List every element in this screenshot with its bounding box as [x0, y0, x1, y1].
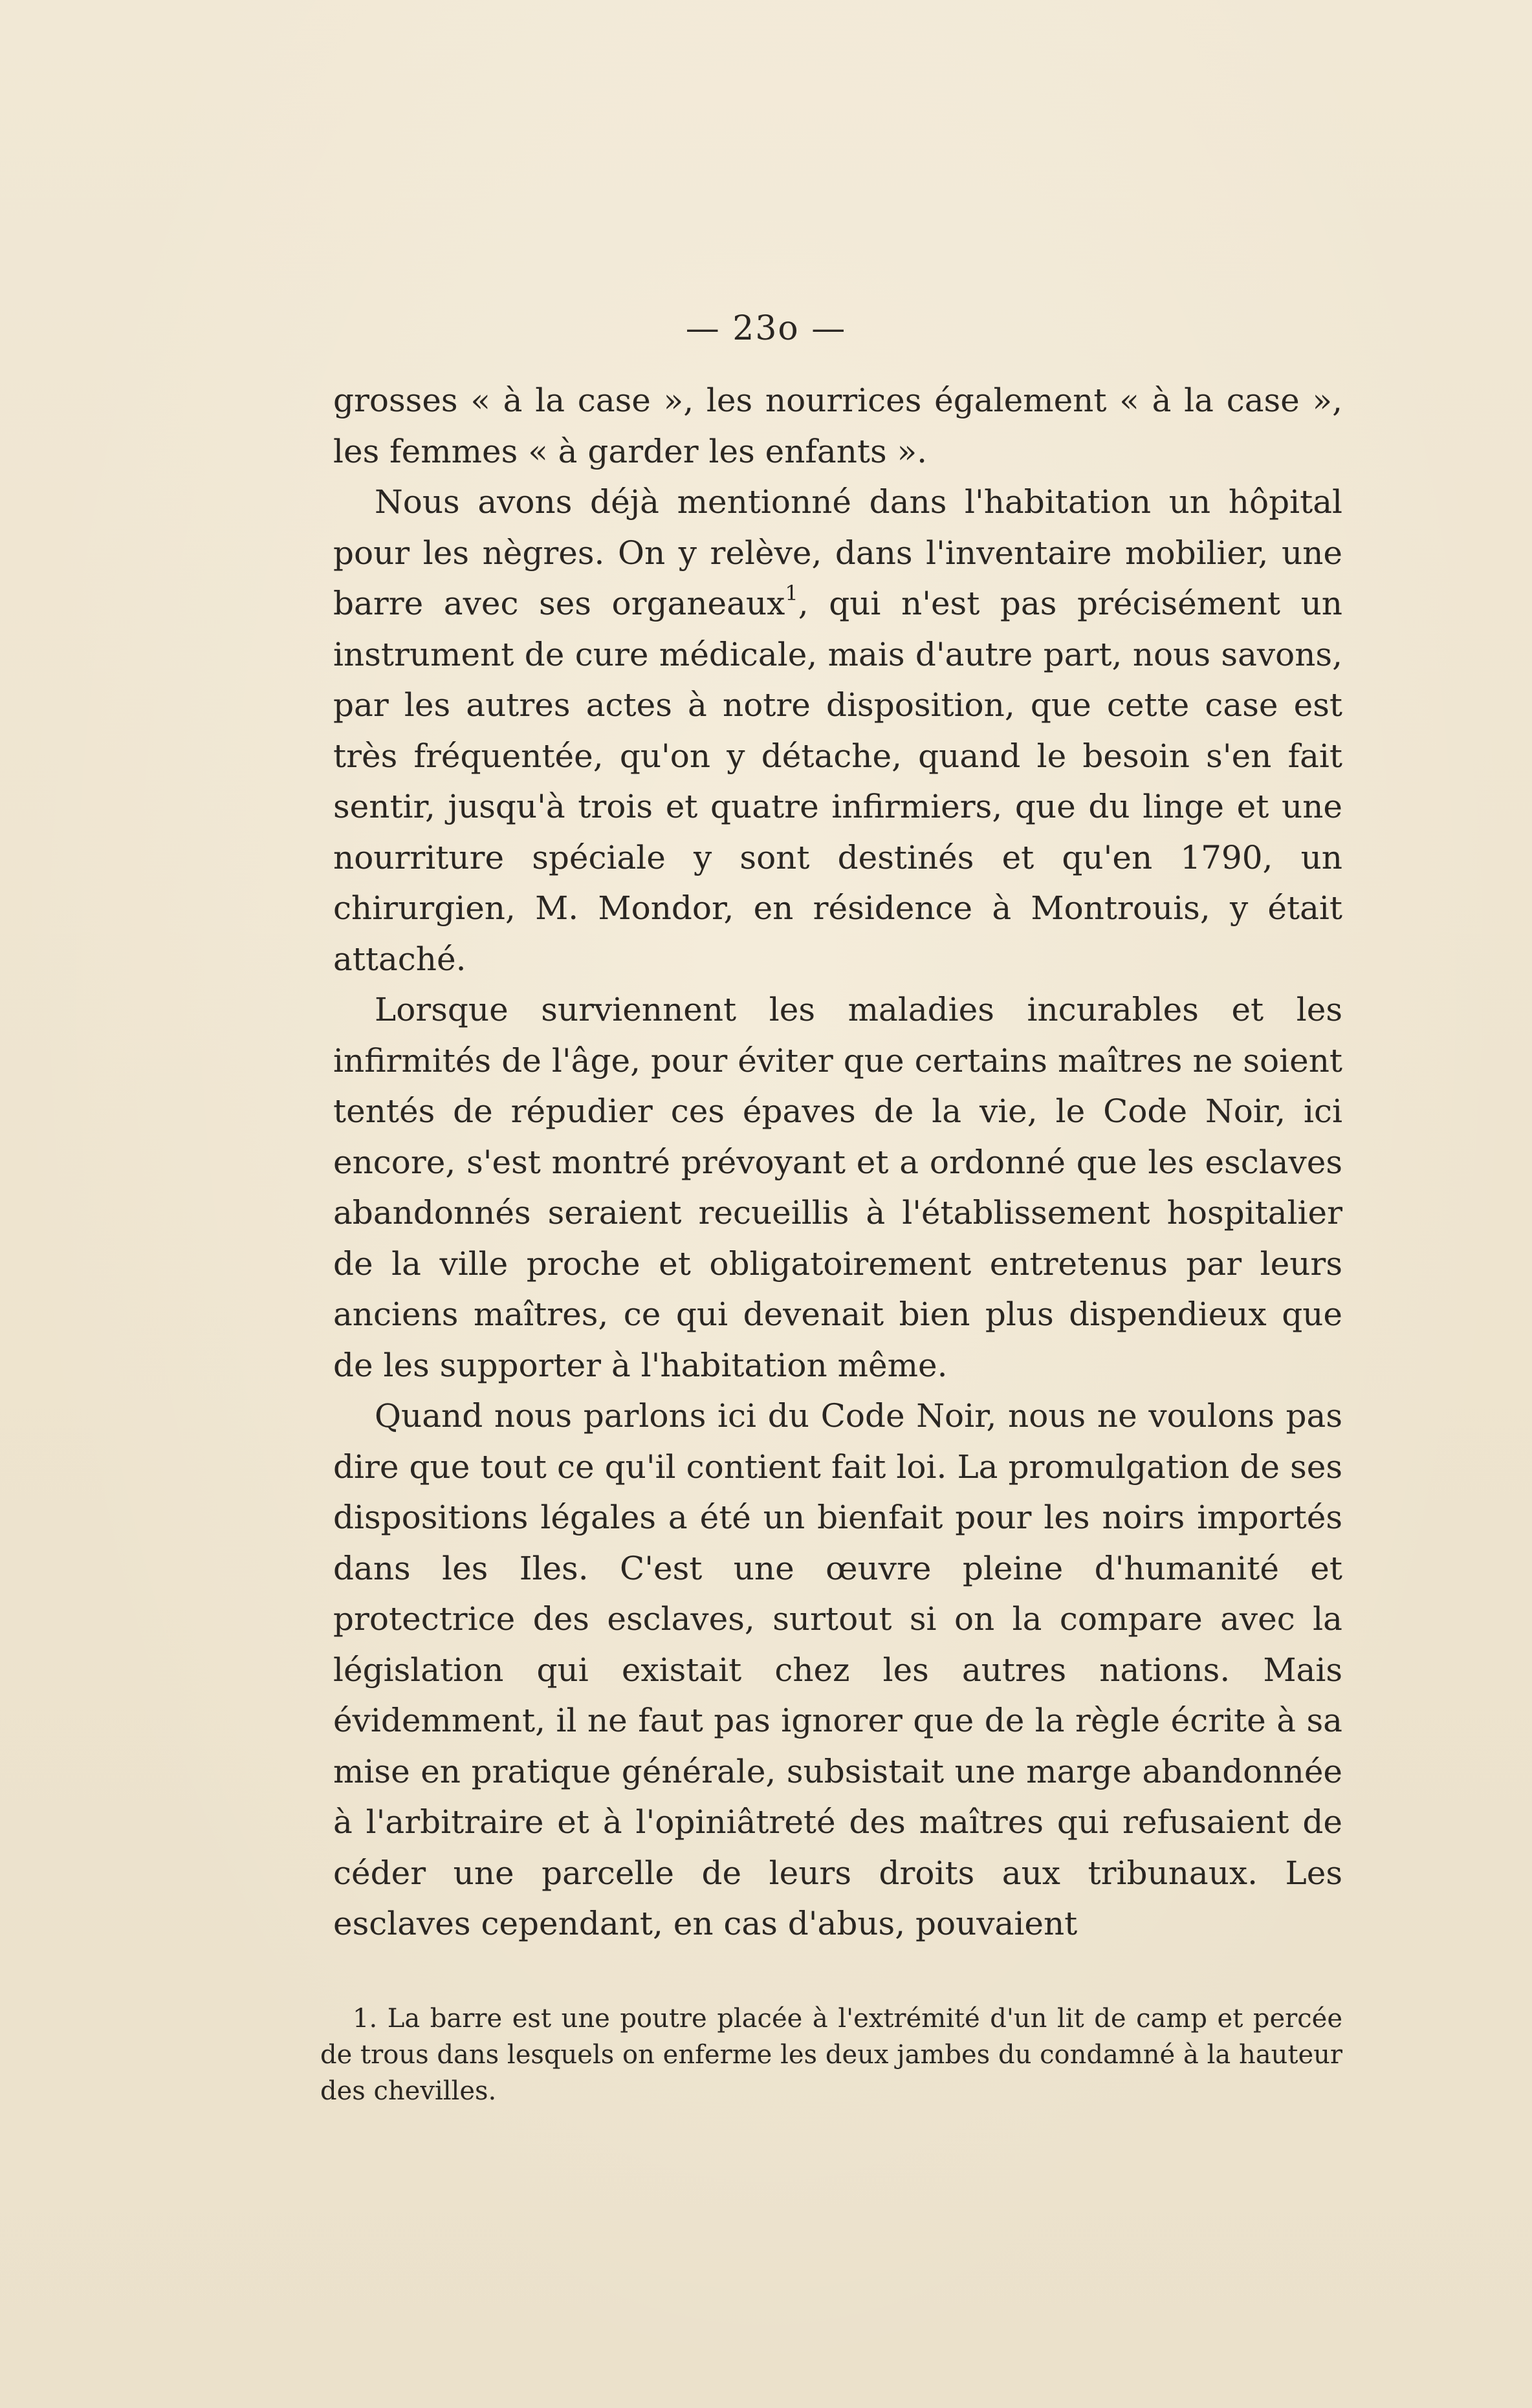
- footnotes: [320, 2001, 1342, 2109]
- page-number: — 23o —: [685, 309, 847, 348]
- paragraph-4: Quand nous parlons ici du Code Noir, nous ne voulons pas dire que tout ce qu'il contient fait loi. La promulgation de ses dispositions légales a été un bienfait pour les noirs importés dans les Iles. C'est une œuvre pleine d'humanité et protectrice des esclaves, surtout si on la compare avec la législation qui existait chez les autres nations. Mais évidemment, il ne faut pas ignorer que de la règle écrite à sa mise en pratique générale, subsistait une marge abandonnée à l'arbitraire et à l'opiniâtreté des maîtres qui refusaient de céder une parcelle de leurs droits aux tribunaux. Les esclaves cependant, en cas d'abus, pouvaient: [333, 1397, 1342, 1942]
- paragraph-3: Lorsque surviennent les maladies incurables et les infirmités de l'âge, pour éviter que certains maîtres ne soient tentés de répudier ces épaves de la vie, le Code Noir, ici encore, s'est montré prévoyant et a ordonné que les esclaves abandonnés seraient recueillis à l'établissement hospitalier de la ville proche et obligatoirement entretenus par leurs anciens maîtres, ce qui devenait bien plus dispendieux que de les supporter à l'habitation même.: [333, 991, 1342, 1384]
- paragraph-2: [333, 477, 1342, 984]
- footnote-text: La barre est une poutre placée à l'extrémité d'un lit de camp et percée de trous dans lesquels on enferme les deux jambes du condamné à la hauteur des chevilles.: [320, 2004, 1343, 2106]
- footnote-reference: 1: [785, 581, 798, 605]
- paragraph-1: grosses « à la case », les nourrices également « à la case », les femmes « à garder les enfants ».: [333, 382, 1342, 470]
- footnote-1: [320, 2001, 1342, 2109]
- paragraph-2-text-before-note: Nous avons déjà mentionné dans l'habitation un hôpital pour les nègres. On y relève, dans l'inventaire mobilier, une barre avec ses organeaux: [333, 483, 1342, 622]
- footnote-marker: 1.: [353, 2004, 378, 2034]
- body-text: [333, 375, 1342, 1949]
- paragraph-2-text-after-note: , qui n'est pas précisément un instrument de cure médicale, mais d'autre part, nous savons, par les autres actes à notre disposition, que cette case est très fréquentée, qu'on y détache, quand le besoin s'en fait sentir, jusqu'à trois et quatre infirmiers, que du linge et une nourriture spéciale y sont destinés et qu'en 1790, un chirurgien, M. Mondor, en résidence à Montrouis, y était attaché.: [333, 585, 1342, 978]
